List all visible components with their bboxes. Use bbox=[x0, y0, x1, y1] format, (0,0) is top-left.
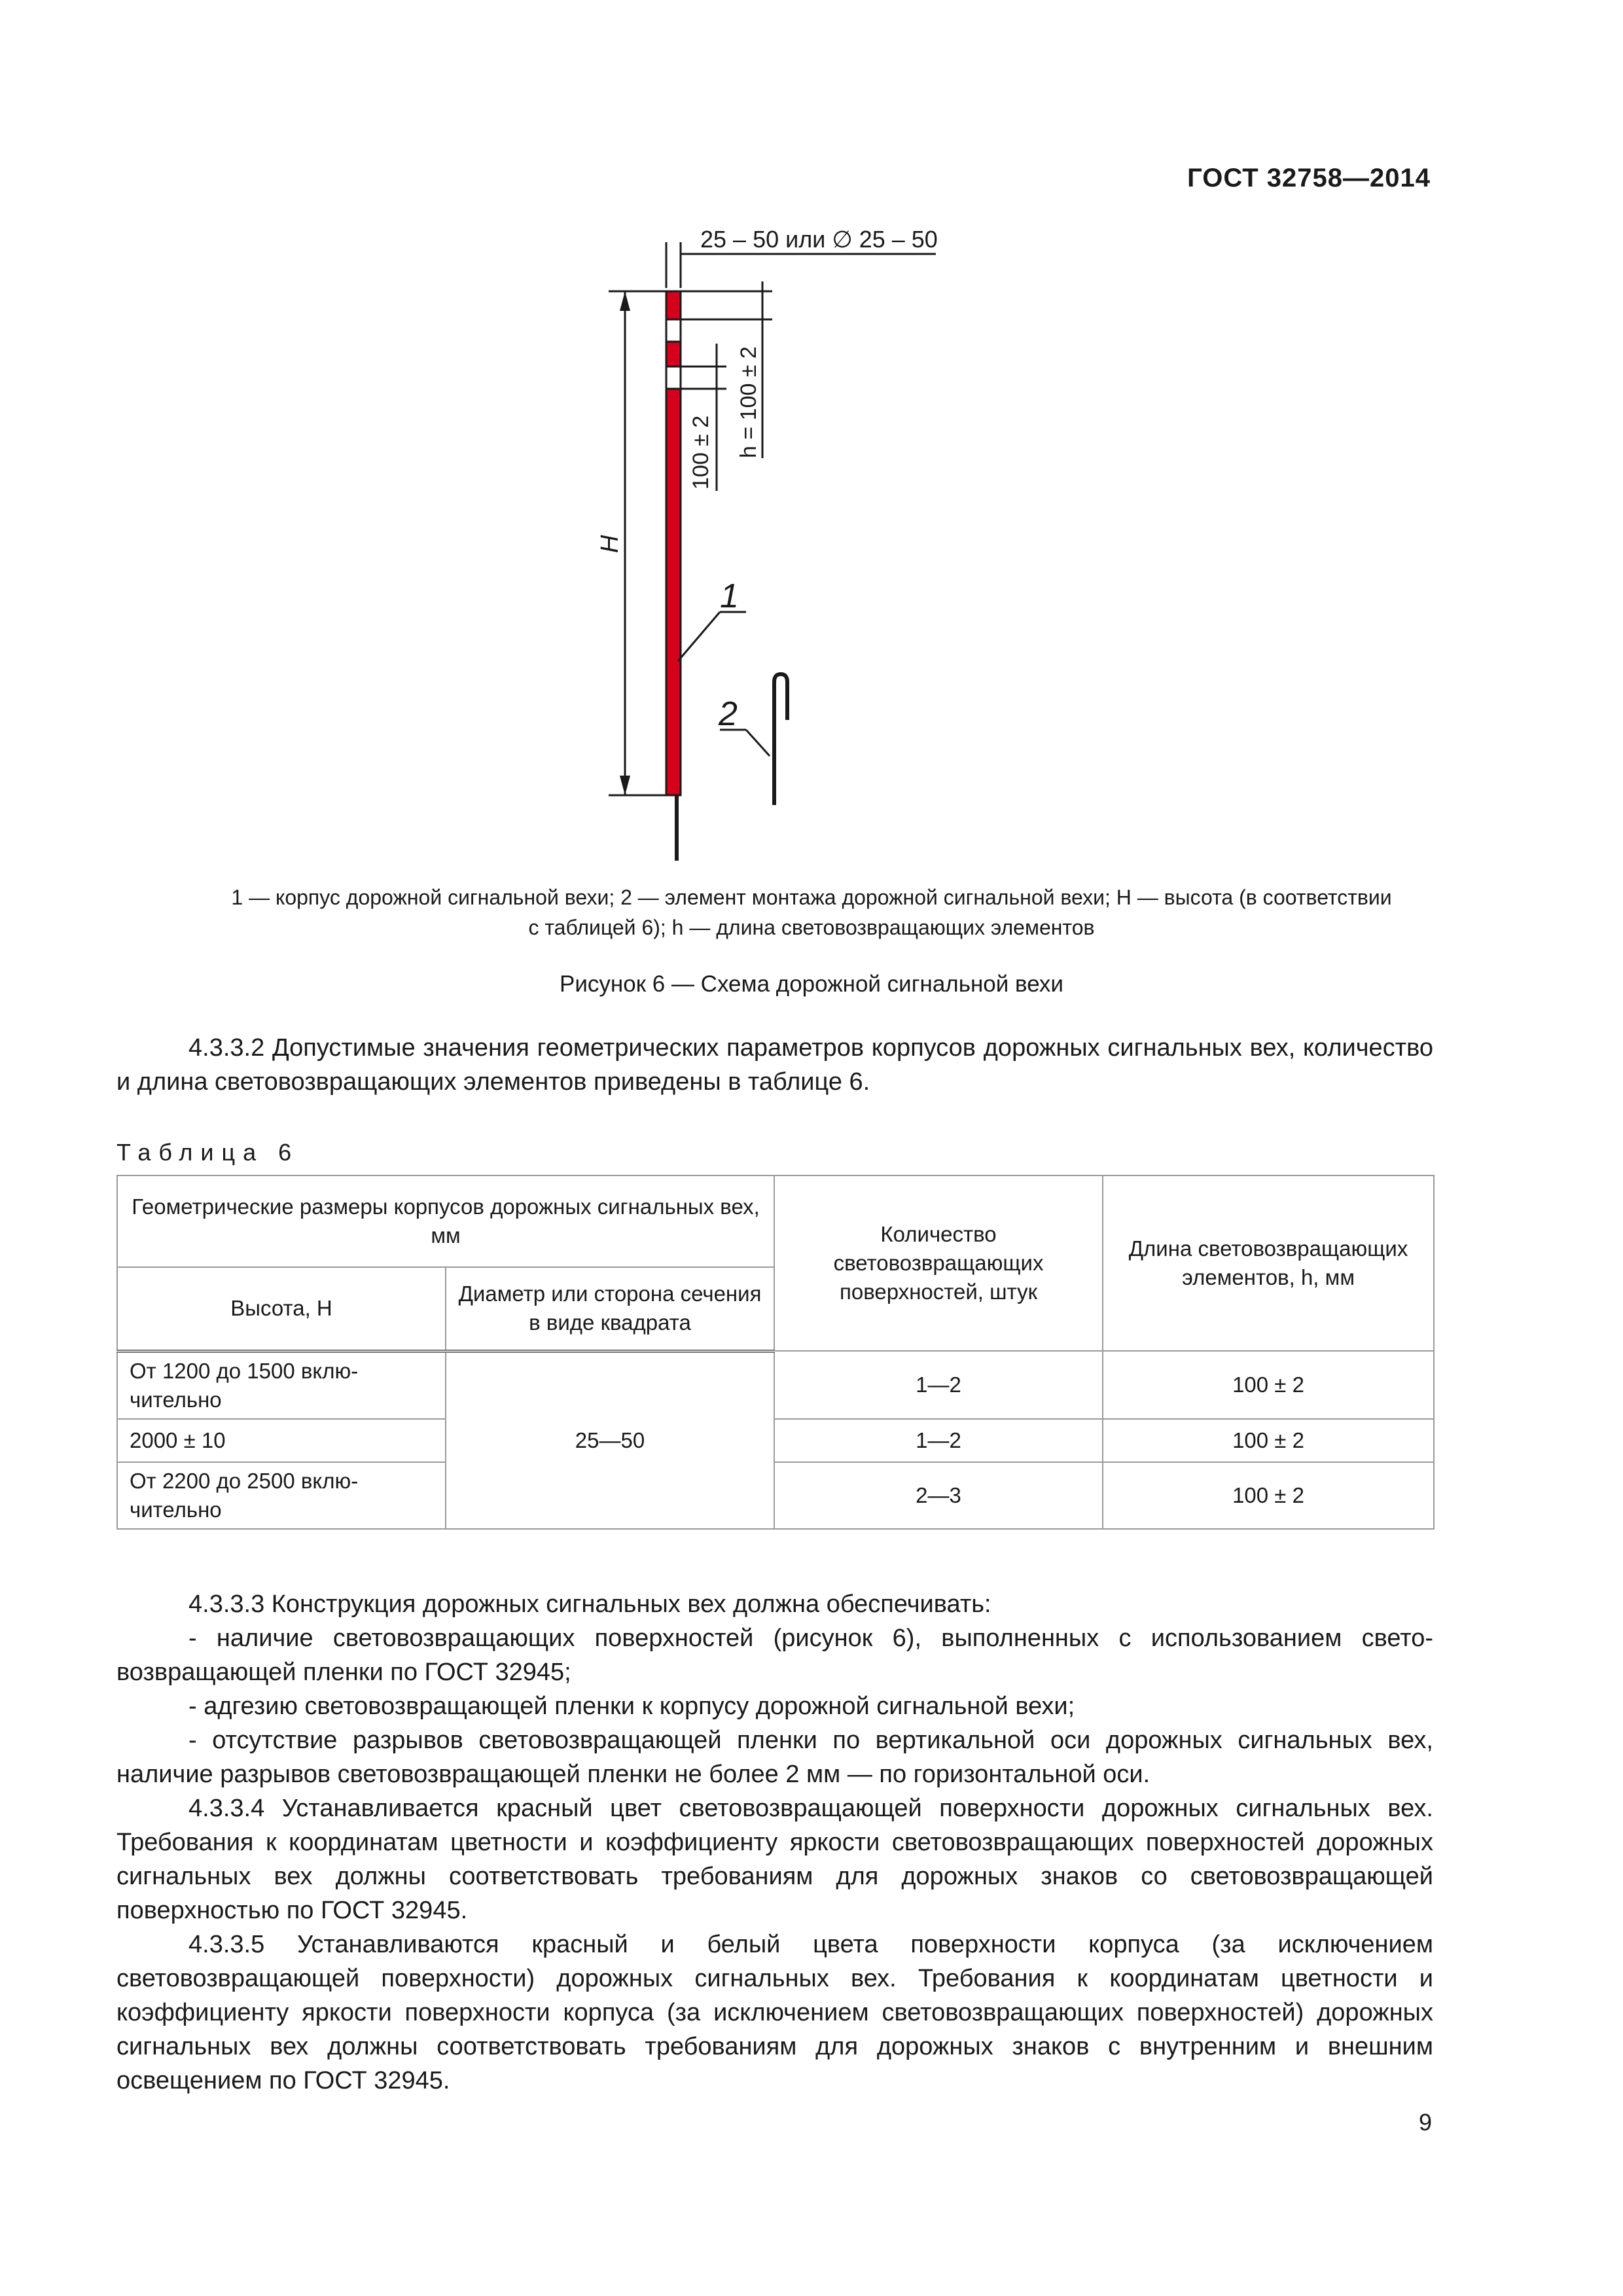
callout-1-leader bbox=[678, 612, 720, 661]
H-label: H bbox=[596, 535, 624, 553]
table-row bbox=[117, 1462, 1434, 1529]
post-schematic bbox=[0, 216, 1623, 870]
list-item-2: - адгезию световозвращающей пленки к корпусу дорожной сигнальной вехи; bbox=[188, 1693, 1075, 1720]
cell-length: 100 ± 2 bbox=[1103, 1419, 1434, 1462]
list-item-3: - отсутствие разрывов световозвращающей пленки по вертикальной оси дорожных сигнальных вех, наличие разрывов световозвращающей пленки не более 2 мм — по горизонтальной оси. bbox=[116, 1727, 1433, 1788]
cell-count: 1—2 bbox=[774, 1419, 1103, 1462]
header-group-dimensions: Геометрические размеры корпусов дорожных сигнальных вех, мм bbox=[117, 1175, 774, 1267]
paragraph-4-3-3-2 bbox=[116, 1031, 1433, 1099]
page-number: 9 bbox=[1418, 2109, 1432, 2136]
paragraph-4-3-3-2-text: 4.3.3.2 Допустимые значения геометрических параметров корпусов дорожных сигнальных вех, количество и длина световозвращающих элементов приведены в таблице 6. bbox=[116, 1034, 1433, 1096]
cell-diameter: 25—50 bbox=[446, 1351, 774, 1529]
paragraph-4-3-3-3-intro: 4.3.3.3 Конструкция дорожных сигнальных вех должна обеспечивать: bbox=[188, 1590, 991, 1618]
cell-count: 1—2 bbox=[774, 1351, 1103, 1419]
table-label: Таблица 6 bbox=[116, 1139, 300, 1166]
gap-dimension-label: 100 ± 2 bbox=[688, 415, 713, 490]
cell-height: 2000 ± 10 bbox=[117, 1419, 446, 1462]
table-row bbox=[117, 1351, 1434, 1419]
width-dimension-label: 25 – 50 или ∅ 25 – 50 bbox=[700, 226, 938, 253]
white-segment-1 bbox=[666, 319, 681, 342]
cell-count: 2—3 bbox=[774, 1462, 1103, 1529]
table-row bbox=[117, 1419, 1434, 1462]
header-length: Длина световозвращающих элементов, h, мм bbox=[1103, 1175, 1434, 1351]
cell-height: От 1200 до 1500 вклю-чительно bbox=[117, 1351, 446, 1419]
cell-length: 100 ± 2 bbox=[1103, 1462, 1434, 1529]
h-dimension-label: h = 100 ± 2 bbox=[736, 346, 761, 458]
figure-legend bbox=[131, 882, 1492, 942]
figure-legend-line-2: с таблицей 6); h — длина световозвращающих элементов bbox=[528, 916, 1095, 939]
standard-header: ГОСТ 32758—2014 bbox=[1187, 164, 1431, 192]
paragraph-4-3-3-4-text: 4.3.3.4 Устанавливается красный цвет световозвращающей поверхности дорожных сигнальных вех. Требования к координатам цветности и коэффициенту яркости световозвращающих поверхностей дорожных сигнальных вех должны соответствовать требованиям для дорожных знаков со световозвращающей поверхностью по ГОСТ 32945. bbox=[116, 1795, 1433, 1924]
cell-length: 100 ± 2 bbox=[1103, 1351, 1434, 1419]
callout-1-label: 1 bbox=[720, 577, 739, 615]
paragraph-4-3-3-5-text: 4.3.3.5 Устанавливаются красный и белый цвета поверхности корпуса (за исключением световозвращающей поверхности) дорожных сигнальных вех. Требования к координатам цветности и коэффициенту яркости поверхности корпуса (за исключением световозвращающих поверхностей) дорожных сигнальных вех должны соответствовать требованиям для дорожных знаков с внутренним и внешним освещением по ГОСТ 32945. bbox=[116, 1931, 1433, 2094]
callout-2-label: 2 bbox=[719, 695, 738, 733]
H-arrow-top bbox=[620, 291, 630, 311]
figure-6-diagram bbox=[0, 216, 1623, 870]
H-arrow-bottom bbox=[620, 776, 630, 795]
table-6 bbox=[116, 1175, 1435, 1530]
header-count: Количество световозвращающих поверхностей, штук bbox=[774, 1175, 1103, 1351]
header-height: Высота, H bbox=[117, 1267, 446, 1351]
paragraph-4-3-3-4 bbox=[116, 1791, 1433, 1928]
list-item-1: - наличие световозвращающих поверхностей (рисунок 6), выполненных с использованием свето-возвращающей пленки по ГОСТ 32945; bbox=[116, 1624, 1433, 1686]
callout-2-leader bbox=[746, 730, 770, 756]
figure-legend-line-1: 1 — корпус дорожной сигнальной вехи; 2 — элемент монтажа дорожной сигнальной вехи; H — высота (в соответствии bbox=[231, 886, 1392, 909]
paragraph-4-3-3-3 bbox=[116, 1587, 1433, 1791]
cell-height: От 2200 до 2500 вклю-чительно bbox=[117, 1462, 446, 1529]
paragraph-4-3-3-5 bbox=[116, 1928, 1433, 2098]
white-segment-2 bbox=[666, 367, 681, 389]
header-diameter: Диаметр или сторона сечения в виде квадрата bbox=[446, 1267, 774, 1351]
mounting-element bbox=[774, 674, 787, 805]
figure-caption: Рисунок 6 — Схема дорожной сигнальной вехи bbox=[560, 971, 1063, 997]
